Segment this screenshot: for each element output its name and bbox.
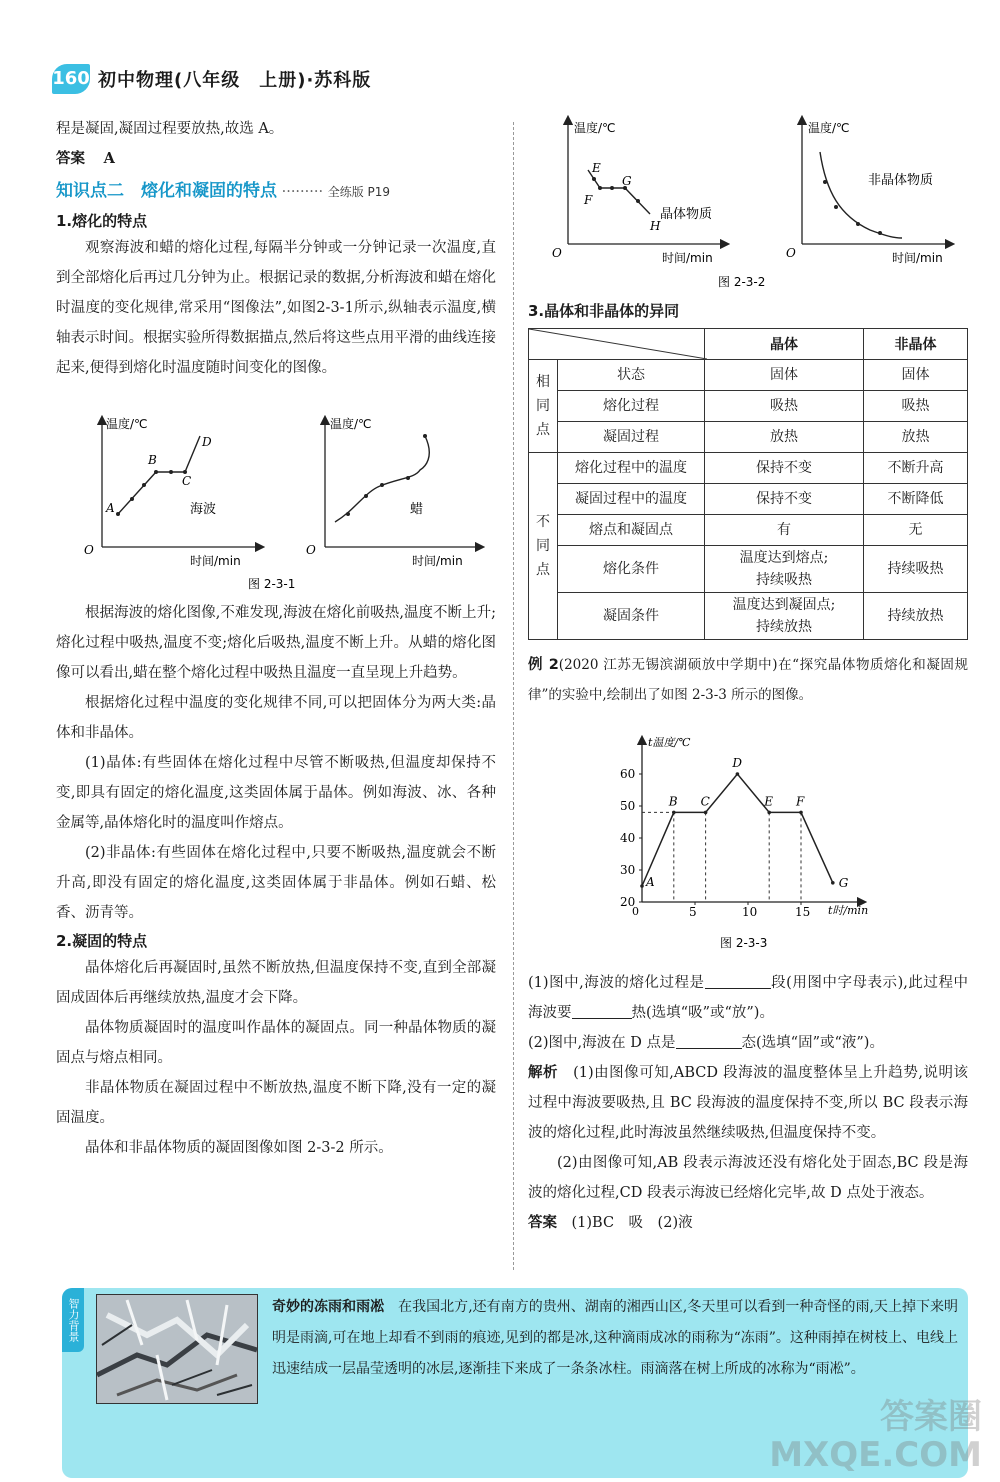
side-label-char: 相: [536, 374, 550, 390]
chart-point-label: B: [668, 794, 678, 809]
fig1-point: [130, 497, 134, 501]
analysis-label: 解析: [528, 1065, 559, 1081]
kp-ref: 全练版 P19: [327, 185, 391, 199]
fig1-right-xlabel: 时间/min: [412, 554, 463, 568]
fig2-right-xlabel: 时间/min: [892, 251, 943, 265]
watermark: [769, 1398, 982, 1474]
table-cell-line: 固体: [770, 367, 798, 383]
chart-x-tick-label: 15: [795, 905, 811, 919]
table-cell: [864, 515, 968, 546]
fig2-amorphous-name: 非晶体物质: [868, 173, 934, 188]
column-divider: [513, 122, 514, 1270]
fig2-right-origin: O: [786, 246, 796, 260]
chart-point-label: D: [732, 756, 743, 770]
q1-part-c: 热(选填“吸”或“放”)。: [631, 1005, 774, 1021]
right-answer-line: [528, 1208, 968, 1238]
question-2: [528, 1028, 968, 1058]
fig2-label-f: F: [584, 193, 593, 207]
chart-series-line: [642, 774, 833, 886]
table-cell-line: 固体: [901, 367, 930, 383]
table-cell-line: 保持不变: [756, 460, 812, 476]
table-row: [529, 360, 968, 391]
fig2-point: [834, 205, 838, 209]
table-cell-line: 温度达到熔点;: [739, 550, 829, 566]
ice-branch-image: [97, 1295, 257, 1403]
table-cell: [705, 360, 864, 391]
table-cell-line: 不断降低: [887, 491, 944, 507]
table-row: [529, 484, 968, 515]
fig1-wax-name: 蜡: [410, 502, 424, 517]
fig2-crystal-name: 晶体物质: [660, 207, 713, 222]
analysis-paragraph-1: [528, 1058, 968, 1148]
table-cell: [864, 422, 968, 453]
example-label: 例 2: [528, 657, 559, 673]
question-1: [528, 968, 968, 1028]
side-label-char: 点: [536, 422, 550, 438]
fig1-caption: 图 2-3-1: [248, 577, 296, 591]
table-cell-line: 持续吸热: [887, 561, 944, 577]
fig2-point: [610, 186, 614, 190]
fig1-point: [406, 476, 410, 480]
figure-2-3-1: [70, 412, 490, 594]
table-diff-side-label: [529, 453, 558, 640]
analysis-paragraph-2: (2)由图像可知,AB 段表示海波还没有熔化处于固态,BC 段是海波的熔化过程,CD 段表示海波已经熔化完毕,故 D 点处于液态。: [528, 1155, 968, 1201]
chart-point-label: A: [646, 875, 655, 889]
s2-paragraph-4: 晶体和非晶体物质的凝固图像如图 2-3-2 所示。: [85, 1140, 393, 1156]
fig2-amorphous-curve: [820, 152, 902, 238]
table-head-crystal: 晶体: [705, 329, 864, 360]
s1-paragraph-5: (2)非晶体:有些固体在熔化过程中,只要不断吸热,温度就会不断升高,即没有固定的熔化温度,这类固体属于非晶体。例如石蜡、松香、沥青等。: [56, 845, 496, 921]
table-cell: [705, 484, 864, 515]
table-cell: [864, 593, 968, 640]
right-answer-value: (1)BC 吸 (2)液: [571, 1215, 693, 1231]
table-cell-line: 持续放热: [887, 608, 944, 624]
q1-blank-1[interactable]: [705, 972, 771, 989]
chart-point: [736, 772, 740, 776]
table-corner-cell: [529, 329, 705, 360]
table-same-group: [529, 360, 968, 453]
left-column-lower: [56, 598, 496, 1163]
answer-line: [56, 144, 496, 174]
chart-point: [767, 811, 771, 815]
s1-paragraph-1: 观察海波和蜡的熔化过程,每隔半分钟或一分钟记录一次温度,直到全部熔化后再过几分钟为止。根据记录的数据,分析海波和蜡在熔化时温度的变化规律,常采用“图像法”,如图2-3-1所示,纵轴表示温度,横轴表示时间。根据实验所得数据描点,然后将这些点用平滑的曲线连接起来,便得到熔化时温度随时间变化的图像。: [56, 240, 496, 376]
comparison-table: [528, 328, 968, 640]
fig1-point: [380, 483, 384, 487]
table-cell: [864, 546, 968, 593]
table-cell-line: 熔点和凝固点: [589, 522, 673, 538]
fig1-haibo-name: 海波: [190, 502, 217, 517]
chart-y-tick-label: 60: [620, 767, 636, 781]
fig2-point: [878, 231, 882, 235]
q1-blank-2[interactable]: [572, 1002, 632, 1019]
fig2-left-origin: O: [552, 246, 562, 260]
chart-point-label: E: [764, 794, 773, 809]
chart-y-tick-label: 30: [620, 863, 636, 877]
table-row-label: [558, 546, 705, 593]
fig2-label-g: G: [622, 174, 632, 188]
s1-paragraph-3: 根据熔化过程中温度的变化规律不同,可以把固体分为两大类:晶体和非晶体。: [56, 695, 496, 741]
fig1-label-a: A: [106, 501, 115, 515]
right-answer-label: 答案: [528, 1215, 557, 1231]
table-cell-line: 不断升高: [887, 460, 944, 476]
fig1-left-origin: O: [84, 543, 94, 557]
table-cell: [864, 391, 968, 422]
fig1-left-xlabel: 时间/min: [190, 554, 241, 568]
watermark-line-2: MXQE.COM: [769, 1435, 982, 1475]
watermark-line-1: 答案圈: [880, 1397, 982, 1437]
box-title: 奇妙的冻雨和雨凇: [272, 1299, 385, 1315]
s2-paragraph-2: 晶体物质凝固时的温度叫作晶体的凝固点。同一种晶体物质的凝固点与熔点相同。: [56, 1020, 496, 1066]
q2-blank[interactable]: [676, 1032, 742, 1049]
chart-point: [704, 811, 708, 815]
chart-y-tick-label: 20: [620, 895, 636, 909]
fig2-point: [636, 199, 640, 203]
table-cell: [864, 484, 968, 515]
table-cell: [864, 360, 968, 391]
table-cell-line: 熔化过程: [603, 398, 659, 414]
fig2-label-h: H: [650, 219, 661, 233]
chart-point: [640, 884, 644, 888]
box-text: [272, 1292, 958, 1385]
fig1-left-ylabel: 温度/℃: [106, 417, 148, 431]
table-cell: [705, 422, 864, 453]
ice-photo: [96, 1294, 258, 1404]
example-block: [528, 650, 968, 710]
fig1-label-c: C: [182, 474, 192, 488]
table-head-amorphous: 非晶体: [864, 329, 968, 360]
table-row: [529, 593, 968, 640]
kp-dots: ·········: [281, 184, 324, 200]
fig2-label-e: E: [592, 161, 601, 175]
table-cell-line: 温度达到凝固点;: [732, 597, 836, 613]
fig1-right-ylabel: 温度/℃: [330, 417, 372, 431]
box-body: 在我国北方,还有南方的贵州、湖南的湘西山区,冬天里可以看到一种奇怪的雨,天上掉下来明明是雨滴,可在地上却看不到雨的痕迹,见到的都是冰,这种滴雨成冰的雨称为“冻雨”。这种雨掉在树枝上、电线上迅速结成一层晶莹透明的冰层,逐渐挂下来成了一条条冰柱。雨滴落在树上所成的冰称为“雨凇”。: [272, 1299, 958, 1377]
table-row-label: [558, 391, 705, 422]
table-cell-line: 保持不变: [756, 491, 812, 507]
figure-2-3-2: [530, 112, 960, 294]
chart-point-label: C: [700, 794, 710, 809]
book-title: 初中物理(八年级 上册)·苏科版: [98, 70, 372, 91]
table-cell-line: 有: [777, 522, 791, 538]
table-row: [529, 515, 968, 546]
chart-y-tick-label: 50: [620, 799, 636, 813]
intro-line: 程是凝固,凝固过程要放热,故选 A。: [56, 121, 284, 137]
fig1-point: [423, 434, 427, 438]
chart-point-label: G: [838, 875, 849, 890]
table-cell-line: 熔化条件: [603, 561, 659, 577]
table-row-label: [558, 484, 705, 515]
table-row-label: [558, 515, 705, 546]
table-cell-line: 熔化过程中的温度: [575, 460, 687, 476]
box-tab: 智力背景: [62, 1288, 84, 1352]
fig2-left-xlabel: 时间/min: [662, 251, 713, 265]
fig1-right-origin: O: [306, 543, 316, 557]
chart-point: [672, 811, 676, 815]
fig1-point: [364, 494, 368, 498]
q2-part-b: 态(选填“固”或“液”)。: [741, 1035, 884, 1051]
chart-y-tick-label: 40: [620, 831, 636, 845]
table-row: [529, 546, 968, 593]
fig2-left-ylabel: 温度/℃: [574, 121, 616, 135]
table-row: [529, 453, 968, 484]
answer-value: A: [103, 150, 115, 167]
fig1-point: [346, 512, 350, 516]
s1-paragraph-2: 根据海波的熔化图像,不难发现,海波在熔化前吸热,温度不断上升;熔化过程中吸热,温度不变;熔化后吸热,温度不断上升。从蜡的熔化图像可以看出,蜡在整个熔化过程中吸热且温度一直呈现上升趋势。: [56, 605, 496, 681]
fig2-point: [823, 180, 827, 184]
table-same-side-label: [529, 360, 558, 453]
q2-part-a: (2)图中,海波在 D 点是: [528, 1035, 676, 1051]
fig2-crystal-curve: [588, 170, 650, 214]
section-2-title: 2.凝固的特点: [56, 932, 148, 950]
fig1-label-d: D: [202, 435, 212, 449]
example-body: (2020 江苏无锡滨湖硕放中学期中)在“探究晶体物质熔化和凝固规律”的实验中,绘制出了如图 2-3-3 所示的图像。: [528, 657, 968, 703]
table-header-row: [529, 329, 968, 360]
example-text: [528, 650, 968, 710]
chart-x-tick-label: 10: [742, 905, 758, 919]
kp-title: 知识点二 熔化和凝固的特点: [56, 181, 277, 201]
table-corner-diagonal: [529, 329, 707, 359]
table-cell-line: 放热: [901, 429, 930, 445]
chart-xlabel: t时/min: [828, 904, 869, 917]
table-cell-line: 状态: [617, 367, 645, 383]
fig2-caption: 图 2-3-2: [718, 275, 766, 289]
fig1-point: [142, 483, 146, 487]
figure-2-3-3-chart: [600, 732, 900, 954]
chart-caption: 图 2-3-3: [720, 936, 768, 950]
chart-point: [799, 811, 803, 815]
table-cell-line: 持续吸热: [756, 572, 812, 588]
questions-block: [528, 968, 968, 1238]
chart-ylabel: t温度/℃: [648, 736, 691, 749]
table-cell-line: 吸热: [901, 398, 930, 414]
table-row: [529, 391, 968, 422]
side-label-char: 同: [536, 538, 550, 554]
side-label-char: 同: [536, 398, 550, 414]
fig2-point: [598, 186, 602, 190]
fig2-right-ylabel: 温度/℃: [808, 121, 850, 135]
table-row-label: [558, 422, 705, 453]
fig2-point: [592, 177, 596, 181]
table-cell-line: 无: [908, 522, 923, 538]
chart-x-tick-label: 5: [689, 905, 697, 919]
table-row: [529, 422, 968, 453]
chart-origin: 0: [632, 905, 639, 918]
chart-point-label: F: [796, 794, 805, 809]
fig1-label-b: B: [148, 453, 157, 467]
table-cell: [705, 593, 864, 640]
table-row-label: [558, 360, 705, 391]
q1-part-a: (1)图中,海波的熔化过程是: [528, 975, 705, 991]
table-cell: [864, 453, 968, 484]
table-cell-line: 凝固过程: [603, 429, 659, 445]
fig1-point: [116, 512, 120, 516]
answer-label: 答案: [56, 151, 85, 167]
table-cell: [705, 546, 864, 593]
fig1-point: [154, 470, 158, 474]
table-cell-line: 持续放热: [756, 619, 812, 635]
section-3-title: 3.晶体和非晶体的异同: [528, 302, 680, 320]
table-cell-line: 凝固条件: [603, 608, 659, 624]
side-label-char: 点: [536, 562, 550, 578]
chart-point: [831, 881, 835, 885]
s2-paragraph-1: 晶体熔化后再凝固时,虽然不断放热,但温度保持不变,直到全部凝固成固体后再继续放热,温度才会下降。: [56, 960, 496, 1006]
s1-paragraph-4: (1)晶体:有些固体在熔化过程中尽管不断吸热,但温度却保持不变,即具有固定的熔化温度,这类固体属于晶体。例如海波、冰、各种金属等,晶体熔化时的温度叫作熔点。: [56, 755, 496, 831]
table-cell: [705, 453, 864, 484]
fig1-point: [169, 470, 173, 474]
left-column: [56, 114, 496, 383]
table-cell-line: 吸热: [770, 398, 798, 414]
table-diff-group: [529, 453, 968, 640]
knowledge-point-heading: [56, 176, 496, 208]
section-1-title: 1.熔化的特点: [56, 212, 148, 230]
table-row-label: [558, 593, 705, 640]
table-row-label: [558, 453, 705, 484]
fig2-point: [856, 222, 860, 226]
table-cell-line: 凝固过程中的温度: [575, 491, 687, 507]
q1-part-b: 段(用图中字母表示),此过程中海波要: [528, 975, 968, 1021]
analysis-text-1: (1)由图像可知,ABCD 段海波的温度整体呈上升趋势,说明该过程中海波要吸热,且 BC 段海波的温度保持不变,所以 BC 段表示海波的熔化过程,此时海波虽然继续吸热,但温度保持不变。: [528, 1065, 969, 1141]
page-number: 160: [52, 64, 90, 94]
table-cell: [705, 515, 864, 546]
table-cell: [705, 391, 864, 422]
table-cell-line: 放热: [770, 429, 798, 445]
s2-paragraph-3: 非晶体物质在凝固过程中不断放热,温度不断下降,没有一定的凝固温度。: [56, 1080, 496, 1126]
side-label-char: 不: [536, 514, 550, 530]
